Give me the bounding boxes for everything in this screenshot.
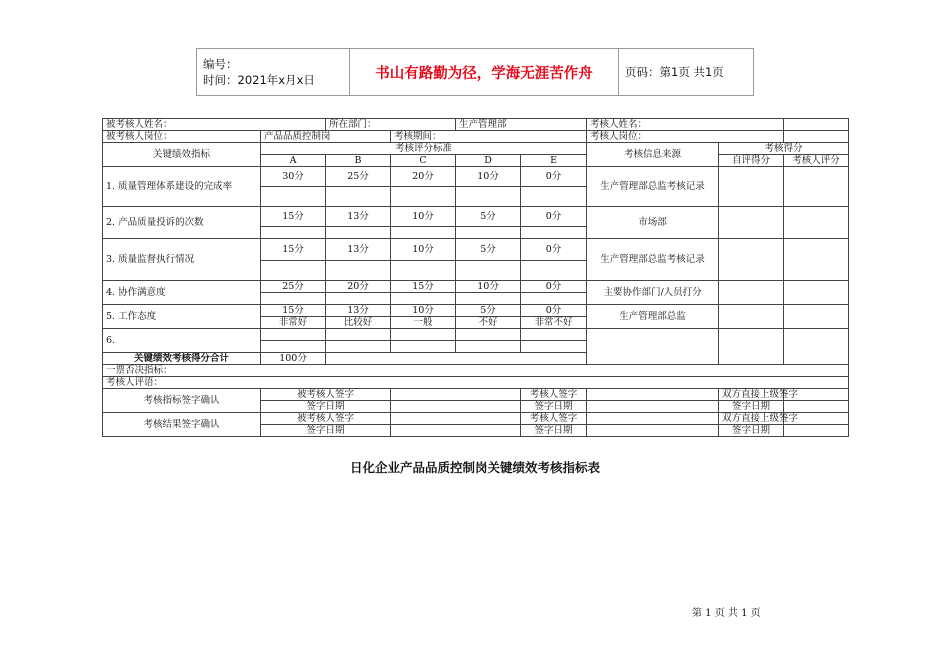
sign-date-field[interactable]	[784, 401, 849, 413]
header-meta	[197, 49, 350, 96]
blank-cell	[326, 227, 391, 239]
blank-cell	[326, 329, 391, 341]
self-score-cell[interactable]	[719, 305, 784, 329]
score-cell: 10分	[391, 239, 456, 261]
grade-c: C	[391, 155, 456, 167]
examiner-score-cell[interactable]	[784, 207, 849, 239]
score-cell: 15分	[391, 281, 456, 293]
blank-cell	[391, 187, 456, 207]
blank-cell	[261, 187, 326, 207]
kpi-header: 关键绩效指标	[103, 143, 261, 167]
grade-d: D	[456, 155, 521, 167]
sign-date-field[interactable]	[587, 401, 719, 413]
indicator-name: 5. 工作态度	[103, 305, 261, 329]
page-footer: 第 1 页 共 1 页	[692, 608, 761, 619]
serial-label: 编号：	[203, 57, 238, 71]
score-cell: 13分	[326, 239, 391, 261]
sign-date-label: 签字日期	[719, 401, 784, 413]
score-cell: 5分	[456, 239, 521, 261]
self-score-cell[interactable]	[719, 207, 784, 239]
score-cell: 10分	[456, 167, 521, 187]
indicator-name: 6.	[103, 329, 261, 353]
blank-cell	[261, 329, 326, 341]
blank-cell	[456, 341, 521, 353]
document-title: 日化企业产品品质控制岗关键绩效考核指标表	[349, 460, 600, 475]
grade-a: A	[261, 155, 326, 167]
sign-date-field[interactable]	[587, 425, 719, 437]
source-cell: 市场部	[587, 207, 719, 239]
sign-date-label: 签字日期	[521, 425, 587, 437]
level-cell: 一般	[391, 317, 456, 329]
total-label: 关键绩效考核得分合计	[103, 353, 261, 365]
sign-date-field[interactable]	[784, 425, 849, 437]
superior-sign-label: 双方直接上级签字	[719, 413, 784, 425]
examiner-post-label: 考核人岗位：	[587, 131, 784, 143]
blank-cell	[261, 341, 326, 353]
score-cell: 15分	[261, 207, 326, 227]
blank-cell	[326, 261, 391, 281]
indicator-confirm-label: 考核指标签字确认	[103, 389, 261, 413]
sign-row	[103, 413, 849, 425]
total-blank	[326, 353, 587, 365]
score-cell: 10分	[391, 305, 456, 317]
period-label: 考核期间：	[391, 131, 587, 143]
sign-date-field[interactable]	[391, 401, 521, 413]
score-cell: 13分	[326, 207, 391, 227]
blank-cell	[521, 187, 587, 207]
blank-cell	[456, 329, 521, 341]
examinee-sign-field[interactable]	[391, 413, 521, 425]
kpi-table	[102, 118, 849, 437]
examiner-score-cell[interactable]	[784, 329, 849, 365]
self-score-cell[interactable]	[719, 281, 784, 305]
examiner-sign-field[interactable]	[587, 389, 719, 401]
score-cell: 25分	[261, 281, 326, 293]
indicator-row	[103, 207, 849, 227]
examiner-name-value[interactable]	[784, 119, 849, 131]
score-cell: 0分	[521, 239, 587, 261]
score-cell: 0分	[521, 281, 587, 293]
score-cell: 20分	[326, 281, 391, 293]
indicator-row	[103, 239, 849, 261]
indicator-name: 2. 产品质量投诉的次数	[103, 207, 261, 239]
head-row-1	[103, 143, 849, 155]
blank-cell	[391, 329, 456, 341]
source-cell	[587, 329, 719, 365]
sign-date-label: 签字日期	[261, 401, 391, 413]
source-cell: 生产管理部总监考核记录	[587, 239, 719, 281]
grade-b: B	[326, 155, 391, 167]
result-confirm-label: 考核结果签字确认	[103, 413, 261, 437]
comment-label: 考核人评语：	[103, 377, 849, 389]
criteria-header: 考核评分标准	[261, 143, 587, 155]
blank-cell	[391, 293, 456, 305]
source-cell: 主要协作部门/人员打分	[587, 281, 719, 305]
indicator-row	[103, 281, 849, 293]
blank-cell	[391, 261, 456, 281]
blank-cell	[456, 293, 521, 305]
score-cell: 0分	[521, 207, 587, 227]
blank-cell	[391, 227, 456, 239]
blank-cell	[521, 227, 587, 239]
examiner-name-label: 考核人姓名：	[587, 119, 784, 131]
veto-label: 一票否决指标：	[103, 365, 849, 377]
examiner-score-cell[interactable]	[784, 239, 849, 281]
blank-cell	[521, 329, 587, 341]
superior-sign-label: 双方直接上级签字	[719, 389, 784, 401]
post-value: 产品品质控制岗	[261, 131, 391, 143]
indicator-name: 1. 质量管理体系建设的完成率	[103, 167, 261, 207]
source-header: 考核信息来源	[587, 143, 719, 167]
dept-label: 所在部门：	[326, 119, 456, 131]
blank-cell	[456, 227, 521, 239]
score-cell: 5分	[456, 305, 521, 317]
blank-cell	[456, 187, 521, 207]
self-score-cell[interactable]	[719, 239, 784, 281]
blank-cell	[391, 341, 456, 353]
examiner-score-cell[interactable]	[784, 281, 849, 305]
examinee-sign-label: 被考核人签字	[261, 389, 391, 401]
motto: 书山有路勤为径，学海无涯苦作舟	[350, 49, 619, 96]
grade-e: E	[521, 155, 587, 167]
examiner-score-cell[interactable]	[784, 305, 849, 329]
examinee-sign-field[interactable]	[391, 389, 521, 401]
self-score-cell[interactable]	[719, 329, 784, 365]
score-cell: 25分	[326, 167, 391, 187]
sign-date-label: 签字日期	[521, 401, 587, 413]
blank-cell	[326, 187, 391, 207]
score-cell: 20分	[391, 167, 456, 187]
blank-cell	[521, 261, 587, 281]
examinee-name-label: 被考核人姓名：	[103, 119, 326, 131]
examiner-post-value[interactable]	[784, 131, 849, 143]
indicator-name: 3. 质量监督执行情况	[103, 239, 261, 281]
blank-cell	[261, 293, 326, 305]
time-label: 时间：2021年x月x日	[203, 73, 315, 87]
score-cell: 13分	[326, 305, 391, 317]
self-score-header: 自评得分	[719, 155, 784, 167]
sign-date-label: 签字日期	[261, 425, 391, 437]
blank-cell	[326, 293, 391, 305]
self-score-cell[interactable]	[719, 167, 784, 207]
score-cell: 15分	[261, 305, 326, 317]
level-cell: 非常好	[261, 317, 326, 329]
document-header	[196, 48, 754, 96]
score-cell: 15分	[261, 239, 326, 261]
score-cell: 10分	[456, 281, 521, 293]
blank-cell	[521, 341, 587, 353]
score-header: 考核得分	[719, 143, 849, 155]
examinee-post-label: 被考核人岗位：	[103, 131, 261, 143]
indicator-row	[103, 305, 849, 317]
level-cell: 不好	[456, 317, 521, 329]
veto-row	[103, 365, 849, 377]
indicator-name: 4. 协作满意度	[103, 281, 261, 305]
score-cell: 0分	[521, 305, 587, 317]
examiner-score-cell[interactable]	[784, 167, 849, 207]
info-row-1	[103, 119, 849, 131]
comment-row	[103, 377, 849, 389]
sign-date-label: 签字日期	[719, 425, 784, 437]
source-cell: 生产管理部总监考核记录	[587, 167, 719, 207]
examiner-score-header: 考核人评分	[784, 155, 849, 167]
blank-cell	[261, 261, 326, 281]
examiner-sign-field[interactable]	[587, 413, 719, 425]
sign-date-field[interactable]	[391, 425, 521, 437]
page-label: 页码：第1页 共1页	[619, 49, 754, 96]
score-cell: 5分	[456, 207, 521, 227]
total-value: 100分	[261, 353, 326, 365]
score-cell: 0分	[521, 167, 587, 187]
blank-cell	[261, 227, 326, 239]
sign-row	[103, 389, 849, 401]
dept-value: 生产管理部	[456, 119, 587, 131]
score-cell: 10分	[391, 207, 456, 227]
indicator-row	[103, 329, 849, 341]
blank-cell	[456, 261, 521, 281]
examiner-sign-label: 考核人签字	[521, 413, 587, 425]
examinee-sign-label: 被考核人签字	[261, 413, 391, 425]
indicator-row	[103, 167, 849, 187]
level-cell: 非常不好	[521, 317, 587, 329]
info-row-2	[103, 131, 849, 143]
examiner-sign-label: 考核人签字	[521, 389, 587, 401]
level-cell: 比较好	[326, 317, 391, 329]
source-cell: 生产管理部总监	[587, 305, 719, 329]
blank-cell	[326, 341, 391, 353]
blank-cell	[521, 293, 587, 305]
score-cell: 30分	[261, 167, 326, 187]
